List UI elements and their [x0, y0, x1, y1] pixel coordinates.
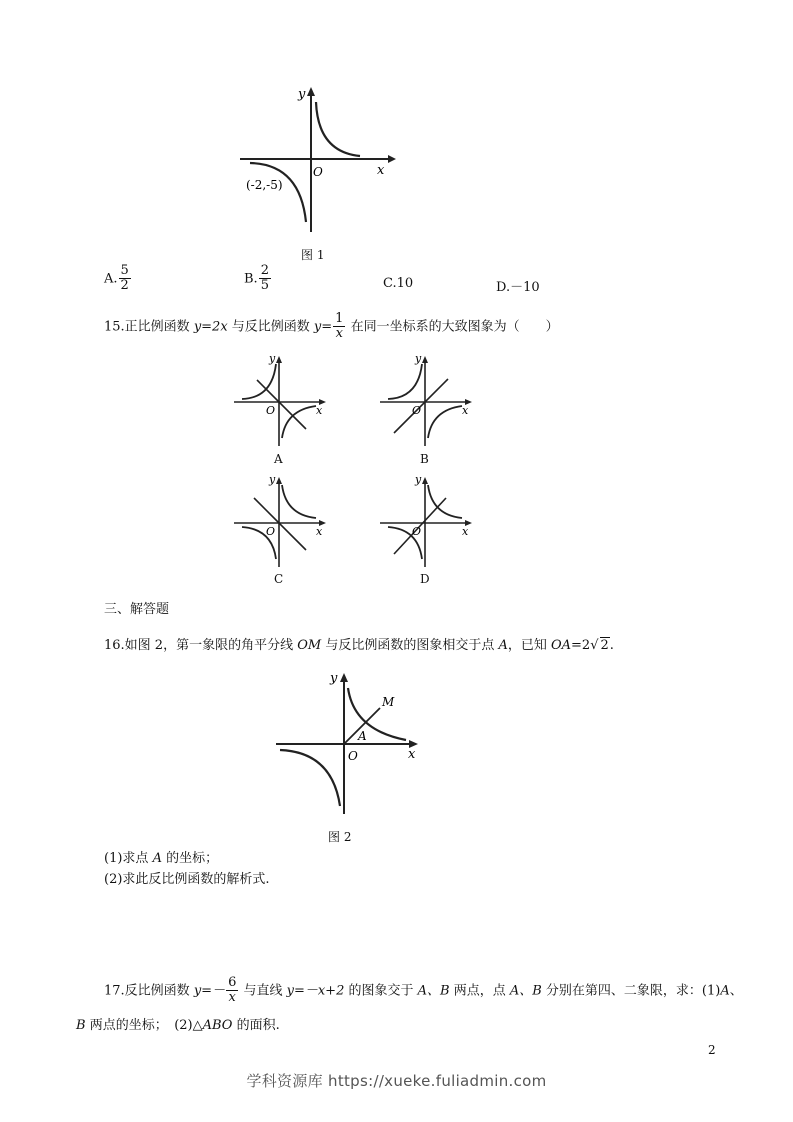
fig1-x-label: x	[377, 163, 385, 178]
svg-text:O: O	[412, 404, 422, 417]
svg-text:x: x	[462, 525, 469, 538]
fig2-curve-q3	[280, 750, 340, 806]
fig1-x-arrow	[388, 155, 396, 163]
svg-text:O: O	[348, 749, 358, 763]
q15-graph-c-label: C	[274, 572, 284, 586]
svg-text:x: x	[316, 525, 323, 538]
q16-question: 16.如图 2，第一象限的角平分线 OM 与反比例函数的图象相交于点 A，已知 OA=2√ 2.	[104, 638, 614, 653]
svg-text:y: y	[415, 473, 422, 486]
svg-text:M: M	[382, 695, 395, 709]
q15-graph-b-label: B	[420, 452, 429, 466]
sqrt-symbol: √	[590, 638, 599, 653]
svg-text:y: y	[330, 671, 338, 686]
fig1-curve-q3	[250, 163, 306, 222]
graph-c-curve-upper	[282, 485, 316, 518]
q15-question: 15.正比例函数 y=2x 与反比例函数 y= $\frac{1}{x}$ 在同一坐标系的大致图象为（ ）	[104, 311, 559, 342]
svg-text:x: x	[316, 404, 323, 417]
svg-text:O: O	[412, 525, 422, 538]
fig1-y-label: y	[298, 87, 306, 102]
figure-1	[230, 82, 400, 242]
fig2-caption: 图 2	[328, 830, 352, 844]
watermark-url: 学科资源库 https://xueke.fuliadmin.com	[246, 1072, 547, 1090]
graph-a-line	[257, 380, 306, 429]
svg-text:x: x	[408, 747, 416, 762]
q17-question-line2: B 两点的坐标； (2)△ABO 的面积.	[76, 1018, 280, 1033]
svg-text:y: y	[415, 352, 422, 365]
q15-graph-d-label: D	[420, 572, 430, 586]
fig1-origin-label: O	[313, 165, 323, 179]
fig1-y-arrow	[307, 87, 315, 96]
fig1-point-label: (-2,-5)	[246, 178, 283, 192]
q14-option-b: B. $\frac{2}{5}$	[244, 263, 269, 294]
q14-option-d: D.－10	[496, 280, 540, 295]
svg-text:y: y	[269, 352, 276, 365]
q14-option-c: C.10	[383, 276, 414, 291]
svg-text:y: y	[269, 473, 276, 486]
fig2-y-arrow	[340, 673, 348, 682]
graph-c-line	[254, 498, 306, 550]
q15-graph-d	[376, 471, 476, 571]
q15-graph-a	[230, 350, 330, 450]
page-number: 2	[708, 1043, 716, 1057]
figure-2	[270, 664, 430, 824]
section-3-title: 三、解答题	[104, 602, 170, 617]
fig1-curve-q1	[316, 102, 360, 156]
svg-text:O: O	[266, 404, 276, 417]
graph-b-curve-upper	[388, 364, 422, 399]
q14-option-a: A. $\frac{5}{2}$	[104, 263, 129, 294]
svg-text:A: A	[358, 729, 367, 743]
q16-sub1: (1)求点 A 的坐标；	[104, 851, 219, 866]
svg-text:O: O	[266, 525, 276, 538]
q15-graph-a-label: A	[274, 452, 283, 466]
svg-text:x: x	[462, 404, 469, 417]
q17-question-line1: 17.反比例函数 y=－ $\frac{6}{x}$ 与直线 y=－x+2 的图象交于 A、B 两点，点 A、B 分别在第四、二象限，求：(1)A、	[104, 975, 743, 1006]
graph-b-curve-lower	[428, 406, 462, 438]
q15-graph-c	[230, 471, 330, 571]
q16-sub2: (2)求此反比例函数的解析式.	[104, 872, 270, 887]
q15-graph-b	[376, 350, 476, 450]
fig1-caption: 图 1	[301, 248, 325, 262]
